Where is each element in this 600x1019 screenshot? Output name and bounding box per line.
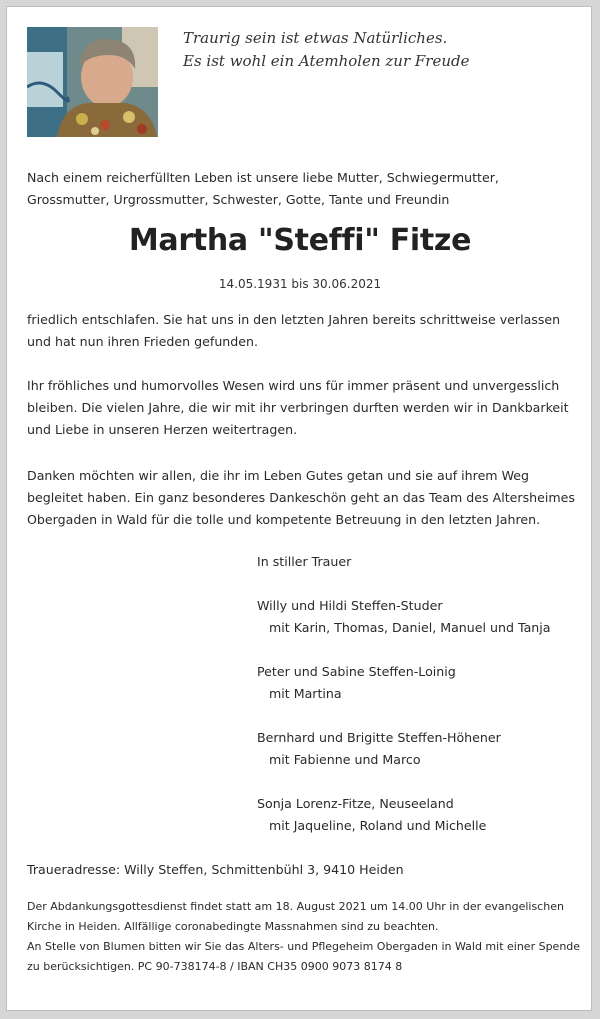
paragraph: friedlich entschlafen. Sie hat uns in den letzten Jahren bereits schrittweise verlassen und hat nun ihren Frieden gefunden. bbox=[27, 312, 561, 349]
intro-text: Nach einem reicherfüllten Leben ist unsere liebe Mutter, Schwiegermutter, Grossmutter, Urgrossmutter, Schwester, Gotte, Tante und Freundin bbox=[27, 170, 499, 207]
paragraph: Danken möchten wir allen, die ihr im Leben Gutes getan und sie auf ihrem Weg begleitet haben. Ein ganz besonderes Dankeschön geht an das Team des Altersheimes Obergaden in Wald für die tolle und kompetente Betreuung in den letzten Jahren. bbox=[27, 468, 575, 527]
paragraph: Ihr fröhliches und humorvolles Wesen wird uns für immer präsent und unvergesslich bleiben. Die vielen Jahre, die wir mit ihr verbringen durften werden wir in Dankbarkeit und Liebe in unseren Herzen weitertragen. bbox=[27, 378, 569, 437]
verse-line: Traurig sein ist etwas Natürliches. bbox=[183, 29, 448, 47]
mourner-family bbox=[257, 661, 456, 705]
family-members: mit Karin, Thomas, Daniel, Manuel und Tanja bbox=[269, 620, 551, 635]
family-members: mit Jaqueline, Roland und Michelle bbox=[269, 818, 487, 833]
life-dates: 14.05.1931 bis 30.06.2021 bbox=[218, 277, 382, 291]
verse-line: Es ist wohl ein Atemholen zur Freude bbox=[183, 52, 470, 70]
mourner-family bbox=[257, 727, 501, 771]
family-names: Peter und Sabine Steffen-Loinig bbox=[257, 664, 456, 679]
notice-service: Der Abdankungsgottesdienst findet statt am 18. August 2021 um 14.00 Uhr in der evangelischen Kirche in Heiden. Allfällige coronabedingte Massnahmen sind zu beachten. bbox=[27, 900, 564, 933]
mourner-family bbox=[257, 595, 551, 639]
mourning-address: Traueradresse: Willy Steffen, Schmittenbühl 3, 9410 Heiden bbox=[27, 862, 404, 877]
family-names: Bernhard und Brigitte Steffen-Höhener bbox=[257, 730, 501, 745]
portrait-image bbox=[27, 27, 158, 137]
family-members: mit Martina bbox=[269, 686, 342, 701]
family-members: mit Fabienne und Marco bbox=[269, 752, 421, 767]
family-names: Sonja Lorenz-Fitze, Neuseeland bbox=[257, 796, 454, 811]
verse bbox=[183, 27, 470, 73]
service-notice bbox=[27, 897, 583, 977]
family-names: Willy und Hildi Steffen-Studer bbox=[257, 598, 443, 613]
mourning-heading: In stiller Trauer bbox=[257, 554, 352, 569]
notice-donation: An Stelle von Blumen bitten wir Sie das Alters- und Pflegeheim Obergaden in Wald mit einer Spende zu berücksichtigen. PC 90-738174-8 / IBAN CH35 0900 9073 8174 8 bbox=[27, 940, 581, 973]
portrait-photo bbox=[27, 27, 158, 137]
deceased-name: Martha "Steffi" Fitze bbox=[128, 223, 472, 258]
mourner-family bbox=[257, 793, 486, 837]
obituary-card bbox=[6, 6, 592, 1011]
